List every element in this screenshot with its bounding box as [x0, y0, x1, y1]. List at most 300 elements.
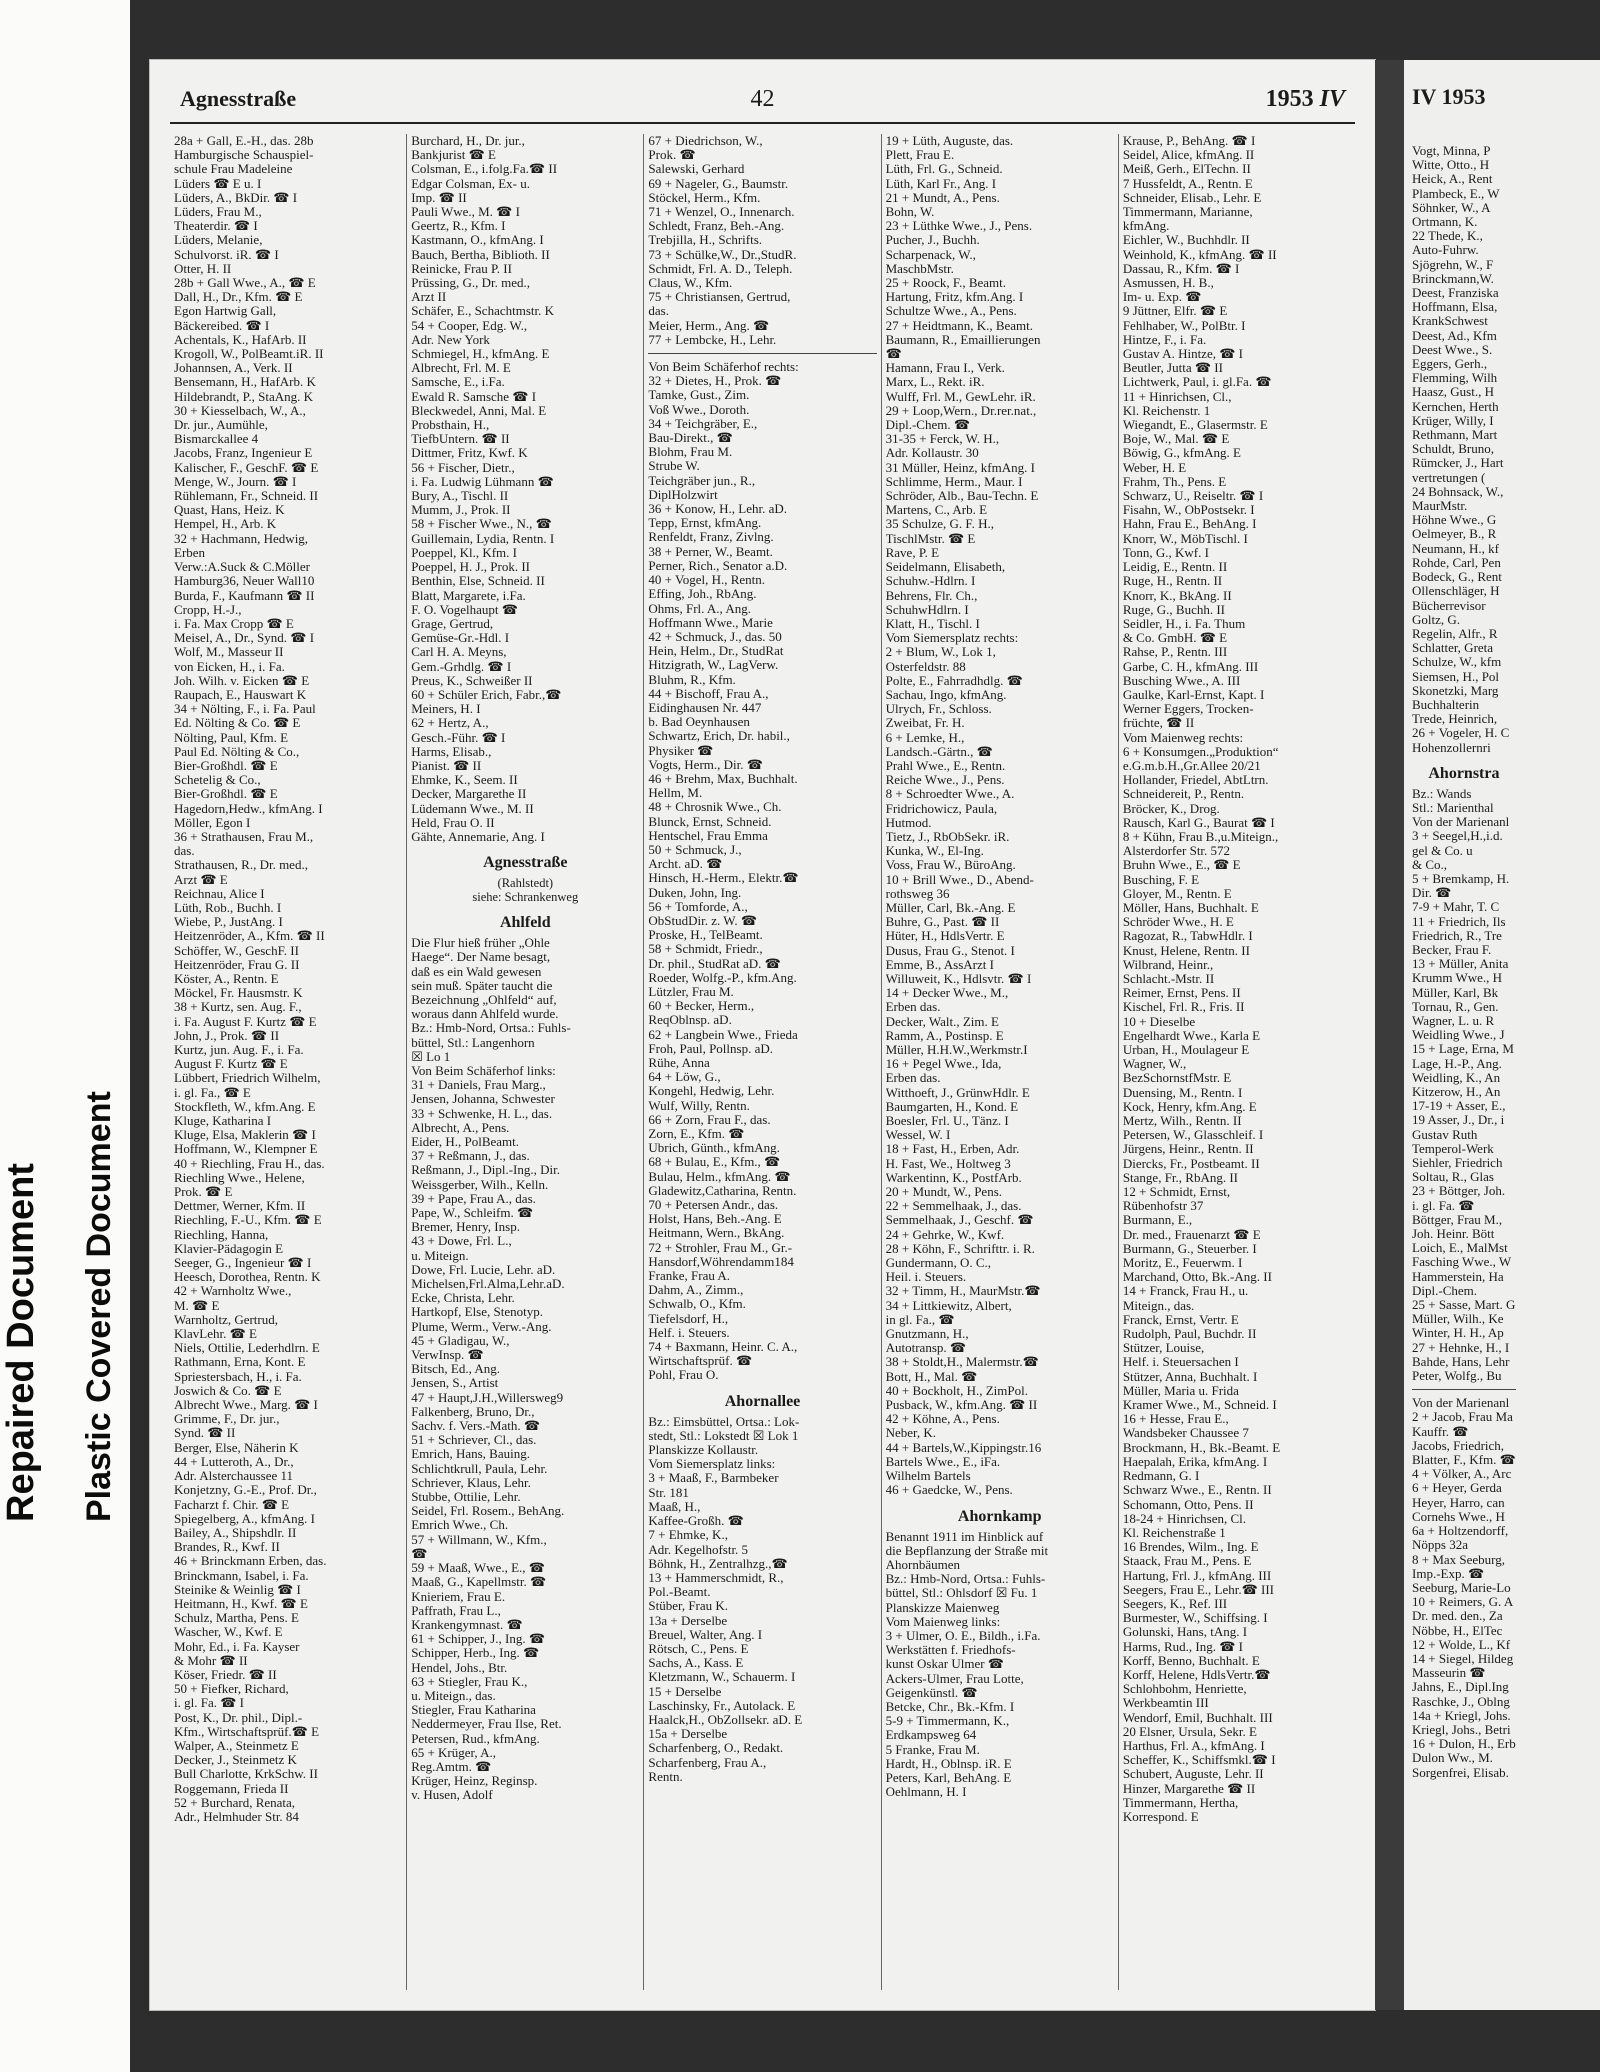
directory-entry: 75 + Christiansen, Gertrud,: [648, 290, 791, 305]
directory-entry: Brinckmann, Isabel, i. Fa.: [174, 1568, 309, 1583]
directory-entry: Baumann, R., Emaillierungen: [885, 332, 1041, 347]
directory-entry: Schlimme, Herm., Maur. I: [885, 474, 1023, 489]
directory-entry: Flemming, Wilh: [1412, 371, 1498, 386]
directory-entry: Bohn, W.: [885, 205, 935, 220]
directory-entry: 4 + Völker, A., Arc: [1412, 1467, 1512, 1482]
directory-entry: 42 + Warnholtz Wwe.,: [174, 1284, 292, 1299]
directory-entry: 11 + Friedrich, Ils: [1412, 914, 1506, 929]
directory-entry: Timmermann, Marianne,: [1122, 205, 1253, 220]
directory-entry: Lützler, Frau M.: [648, 984, 734, 999]
directory-entry: Moritz, E., Feuerwm. I: [1122, 1256, 1243, 1271]
directory-entry: Heitmann, H., Kwf. ☎ E: [174, 1596, 308, 1611]
directory-entry: Beutler, Jutta ☎ II: [1122, 361, 1223, 376]
directory-entry: u. Miteign., das.: [411, 1688, 496, 1703]
directory-entry: Kunka, W., El-Ing.: [885, 844, 984, 859]
directory-entry: Duken, John, Ing.: [648, 885, 742, 900]
repaired-document-label: Repaired Document: [0, 1163, 42, 1522]
directory-entry: 65 + Krüger, A.,: [411, 1745, 497, 1760]
street-heading: Ahornstra: [1428, 764, 1500, 782]
directory-entry: Jensen, Johanna, Schwester: [411, 1092, 555, 1107]
directory-entry: TischlMstr. ☎ E: [885, 531, 976, 546]
directory-entry: Kurtz, jun. Aug. F., i. Fa.: [174, 1043, 304, 1057]
directory-entry: Michelsen,Frl.Alma,Lehr.aD.: [411, 1277, 565, 1292]
directory-entry: Archt. aD. ☎: [648, 857, 723, 872]
directory-entry: das.: [174, 844, 195, 859]
directory-entry: 50 + Schmuck, J.,: [648, 842, 742, 857]
directory-entry: Planskizze Kollaustr.: [648, 1443, 759, 1458]
directory-entry: Kernchen, Herth: [1412, 399, 1499, 414]
directory-entry: 16 + Dulon, H., Erb: [1412, 1737, 1516, 1752]
directory-entry: Tornau, R., Gen.: [1412, 999, 1499, 1014]
directory-entry: Hellm, M.: [648, 786, 703, 801]
directory-entry: Kl. Reichenstraße 1: [1122, 1525, 1226, 1540]
directory-entry: Hein, Helm., Dr., StudRat: [648, 644, 784, 659]
directory-entry: Ohms, Frl. A., Ang.: [648, 601, 751, 616]
directory-entry: Harthus, Frl. A., kfmAng. I: [1122, 1738, 1265, 1753]
directory-entry: Heitmann, Wern., BkAng.: [648, 1226, 785, 1241]
directory-entry: Die Flur hieß früher „Ohle: [411, 936, 550, 951]
directory-entry: Kitzerow, H., An: [1412, 1085, 1501, 1099]
directory-entry: Witthoeft, J., GrünwHdlr. E: [885, 1085, 1030, 1100]
directory-entry: Rahse, P., Rentn. III: [1122, 645, 1228, 660]
directory-entry: Busching Wwe., A. III: [1122, 673, 1241, 688]
column-3: [644, 134, 881, 1990]
directory-entry: Erben: [174, 545, 206, 560]
directory-entry: 34 + Nölting, F., i. Fa. Paul: [174, 702, 316, 717]
directory-entry: Dulon Ww., M.: [1412, 1751, 1493, 1766]
directory-entry: Reimer, Ernst, Pens. II: [1122, 986, 1241, 1001]
directory-entry: 16 + Pegel Wwe., Ida,: [885, 1057, 1002, 1072]
directory-entry: Ed. Nölting & Co. ☎ E: [174, 716, 301, 731]
directory-entry: Bensemann, H., HafArb. K: [174, 375, 316, 390]
directory-entry: e.G.m.b.H.,Gr.Allee 20/21: [1122, 758, 1261, 773]
directory-entry: Benthin, Else, Schneid. II: [411, 574, 545, 589]
directory-entry: Bismarckallee 4: [174, 432, 259, 447]
directory-entry: Engelhardt Wwe., Karla E: [1122, 1028, 1261, 1043]
directory-entry: Lüth, Karl Fr., Ang. I: [885, 176, 997, 191]
directory-entry: Mertz, Wilh., Rentn. II: [1122, 1114, 1242, 1129]
directory-entry: 15 + Derselbe: [648, 1684, 722, 1699]
directory-entry: 12 + Wolde, L., Kf: [1412, 1637, 1511, 1652]
directory-entry: Böwig, G., kfmAng. E: [1122, 446, 1241, 461]
directory-entry: Schuhw.-Hdlrn. I: [885, 574, 976, 589]
directory-entry: Gustav A. Hintze, ☎ I: [1122, 347, 1243, 362]
directory-entry: Eidinghausen Nr. 447: [648, 700, 762, 715]
directory-entry: Arzt ☎ E: [174, 872, 228, 887]
directory-entry: 8 + Schroedter Wwe., A.: [885, 787, 1015, 802]
directory-entry: 11 + Hinrichsen, Cl.,: [1122, 389, 1232, 404]
book-gutter: [1375, 60, 1404, 2010]
directory-entry: 70 + Petersen Andr., das.: [648, 1198, 779, 1213]
street-heading: Ahornkamp: [957, 1507, 1042, 1525]
directory-entry: ReqOblnsp. aD.: [648, 1013, 732, 1028]
directory-entry: SchuhwHdlrn. I: [885, 602, 969, 617]
directory-entry: Emme, B., AssArzt I: [885, 957, 994, 972]
directory-entry: Maaß, H.,: [648, 1499, 701, 1514]
directory-entry: Synd. ☎ II: [174, 1426, 236, 1441]
directory-entry: Seeger, G., Ingenieur ☎ I: [174, 1256, 312, 1271]
directory-entry: Wiebe, P., JustAng. I: [174, 915, 283, 930]
directory-entry: Warnholtz, Gertrud,: [174, 1312, 278, 1327]
directory-entry: Scharfenberg, Frau A.,: [648, 1755, 767, 1770]
directory-entry: 19 Asser, J., Dr., i: [1412, 1113, 1505, 1128]
directory-entry: Schubert, Auguste, Lehr. II: [1122, 1767, 1264, 1782]
directory-entry: 5 Franke, Frau M.: [885, 1742, 980, 1757]
directory-entry: Colsman, E., i.folg.Fa.☎ II: [411, 162, 558, 177]
directory-entry: Scharfenberg, O., Redakt.: [648, 1741, 784, 1756]
directory-entry: Otter, H. II: [174, 261, 232, 276]
directory-entry: Rübenhofstr 37: [1122, 1199, 1204, 1214]
directory-entry: Bulau, Helm., kfmAng. ☎: [648, 1169, 791, 1184]
column-4: [882, 134, 1119, 1990]
directory-entry: Möller, Hans, Buchhalt. E: [1122, 900, 1259, 915]
directory-entry: Stubbe, Ottilie, Lehr.: [411, 1490, 521, 1505]
directory-entry: Vogts, Herm., Dir. ☎: [648, 757, 763, 772]
directory-entry: Petersen, Rud., kfmAng.: [411, 1731, 540, 1746]
directory-entry: Lage, H.-P., Ang.: [1412, 1056, 1502, 1071]
directory-entry: Bluhm, R., Kfm.: [648, 672, 736, 687]
directory-entry: Decker, Walt., Zim. E: [885, 1014, 999, 1029]
directory-entry: 22 Thede, K.,: [1412, 229, 1483, 244]
directory-entry: Perner, Rich., Senator a.D.: [648, 558, 788, 573]
directory-entry: 23 + Böttger, Joh.: [1412, 1184, 1506, 1199]
directory-entry: 24 + Gehrke, W., Kwf.: [885, 1227, 1005, 1242]
directory-entry: Schledt, Franz, Beh.-Ang.: [648, 219, 785, 234]
directory-entry: Bz.: Hmb-Nord, Ortsa.: Fuhls-: [885, 1572, 1046, 1587]
facing-page-header: IV 1953: [1412, 84, 1486, 109]
directory-entry: Schöffer, W., GeschF. II: [174, 943, 299, 958]
directory-entry: Boesler, Frl. U., Tänz. I: [885, 1114, 1009, 1129]
directory-entry: Dr. med., Frauenarzt ☎ E: [1122, 1227, 1261, 1242]
directory-entry: Maaß, G., Kapellmstr. ☎: [411, 1575, 547, 1590]
directory-entry: Werkstätten f. Friedhofs-: [885, 1643, 1016, 1658]
directory-entry: 20 + Mundt, W., Pens.: [885, 1185, 1003, 1200]
directory-entry: Spriestersbach, H., i. Fa.: [174, 1369, 302, 1384]
directory-entry: Erdkampsweg 64: [885, 1728, 977, 1743]
directory-entry: Lüth, Rob., Buchh. I: [174, 900, 282, 915]
directory-entry: 27 + Heidtmann, K., Beamt.: [885, 318, 1034, 333]
directory-entry: Krogoll, W., PolBeamt.iR. II: [174, 347, 324, 362]
directory-entry: Von der Marienanl: [1412, 815, 1510, 830]
directory-entry: Schipper, Herb., Ing. ☎: [411, 1646, 540, 1661]
directory-entry: Krüger, Willy, I: [1412, 413, 1494, 428]
directory-entry: & Co. GmbH. ☎ E: [1122, 631, 1228, 646]
directory-entry: 16 Brendes, Wilm., Ing. E: [1122, 1540, 1259, 1555]
directory-entry: Emrich, Hans, Bauing.: [411, 1447, 530, 1462]
directory-entry: 18-24 + Hinrichsen, Cl.: [1122, 1511, 1247, 1526]
directory-entry: Trede, Heinrich,: [1412, 712, 1498, 727]
directory-entry: 37 + Reßmann, J., das.: [411, 1149, 530, 1164]
directory-entry: Plume, Werm., Verw.-Ang.: [411, 1319, 552, 1334]
directory-entry: Planskizze Maienweg: [885, 1600, 1000, 1615]
directory-entry: stedt, Stl.: Lokstedt ☒ Lok 1: [648, 1428, 799, 1443]
directory-entry: Müller, H.H.W.,Werkmstr.I: [885, 1043, 1028, 1057]
directory-entry: Ewald R. Samsche ☎ I: [411, 389, 537, 404]
directory-entry: Schulz, Martha, Pens. E: [174, 1611, 299, 1626]
directory-entry: Ortmann, K.: [1412, 215, 1478, 230]
directory-entry: 13a + Derselbe: [648, 1613, 728, 1628]
directory-entry: Bäckereibed. ☎ I: [174, 318, 270, 333]
directory-entry: 74 + Baxmann, Heinr. C. A.,: [648, 1340, 798, 1355]
directory-entry: Böttger, Frau M.,: [1412, 1212, 1503, 1227]
directory-entry: Fasching Wwe., W: [1412, 1255, 1512, 1270]
directory-entry: Prok. ☎ E: [174, 1185, 233, 1200]
directory-entry: 38 + Perner, W., Beamt.: [648, 544, 773, 559]
directory-entry: Kfm., Wirtschaftsprüf.☎ E: [174, 1724, 320, 1739]
directory-entry: Kramer Wwe., M., Schneid. I: [1122, 1398, 1277, 1413]
directory-entry: 46 + Brinckmann Erben, das.: [174, 1554, 327, 1569]
directory-entry: Schröder, Alb., Bau-Techn. E: [885, 489, 1039, 504]
directory-entry: 59 + Maaß, Wwe., E., ☎: [411, 1561, 545, 1576]
directory-entry: 50 + Fiefker, Richard,: [174, 1682, 289, 1697]
directory-entry: Harms, Rud., Ing. ☎ I: [1122, 1639, 1243, 1654]
directory-entry: Joh. Wilh. v. Eicken ☎ E: [174, 673, 310, 688]
directory-entry: Siehler, Friedrich: [1412, 1156, 1503, 1171]
directory-entry: Walper, A., Steinmetz E: [174, 1738, 299, 1753]
directory-entry: 63 + Stiegler, Frau K.,: [411, 1674, 528, 1689]
directory-entry: Im- u. Exp. ☎: [1122, 290, 1202, 305]
directory-entry: Bleckwedel, Anni, Mal. E: [411, 403, 547, 418]
directory-entry: Wandsbeker Chaussee 7: [1122, 1426, 1249, 1441]
directory-entry: Pol.-Beamt.: [648, 1585, 711, 1600]
directory-entry: M. ☎ E: [174, 1298, 220, 1313]
directory-entry: 73 + Schülke,W., Dr.,StudR.: [648, 247, 797, 262]
directory-entry: Tepp, Ernst, kfmAng.: [648, 516, 762, 531]
directory-entry: Paul Ed. Nölting & Co.,: [174, 744, 300, 759]
directory-entry: Eichler, W., Buchhdlr. II: [1122, 233, 1250, 248]
directory-entry: Korrespond. E: [1122, 1809, 1199, 1824]
directory-entry: Wascher, W., Kwf. E: [174, 1625, 283, 1640]
directory-entry: Paffrath, Frau L.,: [411, 1603, 501, 1618]
directory-entry: Seeburg, Marie-Lo: [1412, 1580, 1511, 1595]
directory-entry: Wiegandt, E., Glasermstr. E: [1122, 418, 1268, 433]
directory-entry: Ackers-Ulmer, Frau Lotte,: [885, 1671, 1024, 1686]
directory-entry: 21 + Mundt, A., Pens.: [885, 190, 1000, 205]
directory-entry: 28 + Köhn, F., Schrifttr. i. R.: [885, 1241, 1035, 1256]
directory-entry: Schmidt, Frl. A. D., Teleph.: [648, 261, 793, 276]
directory-entry: Reiche Wwe., J., Pens.: [885, 773, 1005, 788]
directory-entry: 6a + Holtzendorff,: [1412, 1524, 1509, 1539]
directory-entry: Müller, Maria u. Frida: [1122, 1383, 1239, 1398]
directory-entry: Heitzenröder, Frau G. II: [174, 957, 300, 972]
directory-entry: vertretungen (: [1412, 470, 1486, 485]
directory-entry: Hartung, Frl. J., kfmAng. III: [1122, 1568, 1272, 1583]
directory-entry: Adr. Alsterchaussee 11: [174, 1469, 294, 1484]
directory-entry: Poeppel, H. J., Prok. II: [411, 560, 530, 575]
directory-entry: Boje, W., Mal. ☎ E: [1122, 432, 1230, 447]
directory-entry: Holst, Hans, Beh.-Ang. E: [648, 1212, 782, 1227]
directory-entry: 10 + Dieselbe: [1122, 1014, 1196, 1029]
directory-entry: Haepalah, Erika, kfmAng. I: [1122, 1454, 1268, 1469]
directory-entry: 51 + Schriever, Cl., das.: [411, 1433, 537, 1448]
directory-entry: Golunski, Hans, tAng. I: [1122, 1625, 1248, 1640]
directory-entry: Bauch, Bertha, Biblioth. II: [411, 247, 550, 262]
directory-entry: Niels, Ottilie, Lederhdlrn. E: [174, 1341, 320, 1356]
directory-entry: Grimme, F., Dr. jur.,: [174, 1412, 280, 1427]
directory-entry: 71 + Wenzel, O., Innenarch.: [648, 205, 795, 220]
directory-entry: Schriever, Klaus, Lehr.: [411, 1475, 531, 1490]
directory-entry: Voss, Frau W., BüroAng.: [885, 858, 1016, 873]
directory-entry: Vom Siemersplatz rechts:: [885, 631, 1019, 646]
directory-entry: Vom Siemersplatz links:: [648, 1457, 776, 1472]
directory-entry: Ruge, G., Buchh. II: [1122, 602, 1225, 617]
directory-entry: Berger, Else, Näherin K: [174, 1440, 299, 1455]
directory-entry: Hahn, Frau E., BehAng. I: [1122, 517, 1257, 532]
directory-entry: Theaterdir. ☎ I: [174, 219, 258, 234]
directory-entry: Knorr, K., BkAng. II: [1122, 588, 1232, 603]
directory-entry: die Bepflanzung der Straße mit: [885, 1543, 1049, 1558]
directory-entry: 24 Bohnsack, W.,: [1412, 484, 1504, 499]
directory-entry: 14 + Decker Wwe., M.,: [885, 986, 1009, 1001]
directory-entry: Bitsch, Ed., Ang.: [411, 1362, 501, 1377]
directory-entry: Brandes, R., Kwf. II: [174, 1540, 280, 1555]
directory-entry: 17-19 + Asser, E.,: [1412, 1099, 1506, 1114]
directory-entry: Stiegler, Frau Katharina: [411, 1703, 536, 1718]
directory-entry: Helf. i. Steuersachen I: [1122, 1355, 1239, 1370]
directory-entry: Dipl.-Chem.: [1412, 1283, 1477, 1298]
directory-entry: 46 + Gaedcke, W., Pens.: [885, 1483, 1013, 1498]
directory-entry: Kaffee-Großh. ☎: [648, 1514, 744, 1529]
directory-entry: Deest, Ad., Kfm: [1412, 328, 1497, 343]
directory-entry: Schomann, Otto, Pens. II: [1122, 1497, 1254, 1512]
directory-entry: Masseurin ☎: [1412, 1666, 1486, 1681]
directory-entry: Rohde, Carl, Pen: [1412, 555, 1501, 570]
directory-entry: Blatter, F., Kfm. ☎: [1412, 1453, 1516, 1468]
directory-entry: Köser, Friedr. ☎ II: [174, 1667, 277, 1682]
directory-entry: Seegers, Frau E., Lehr.☎ III: [1122, 1582, 1275, 1597]
directory-entry: ☒ Lo 1: [411, 1049, 451, 1064]
directory-entry: Regelin, Alfr., R: [1412, 626, 1498, 641]
directory-entry: Bahde, Hans, Lehr: [1412, 1354, 1510, 1369]
directory-entry: Kalischer, F., GeschF. ☎ E: [174, 460, 319, 475]
directory-entry: Bier-Großhdl. ☎ E: [174, 758, 278, 773]
directory-entry: 36 + Strathausen, Frau M.,: [174, 829, 314, 844]
directory-entry: Von der Marienanl: [1412, 1396, 1510, 1411]
facing-page: [1404, 60, 1600, 2010]
directory-entry: 18 + Fast, H., Erben, Adr.: [885, 1142, 1020, 1157]
directory-entry: 34 + Teichgräber, E.,: [648, 416, 758, 431]
directory-entry: Jahns, E., Dipl.Ing: [1412, 1680, 1509, 1695]
directory-entry: 57 + Willmann, W., Kfm.,: [411, 1532, 547, 1547]
directory-entry: 56 + Fischer, Dietr.,: [411, 460, 515, 475]
directory-entry: 42 + Schmuck, J., das. 50: [648, 629, 782, 644]
directory-entry: John, J., Prok. ☎ II: [174, 1028, 280, 1043]
directory-entry: Emrich Wwe., Ch.: [411, 1518, 509, 1533]
directory-entry: Albrecht, A., Pens.: [411, 1120, 510, 1135]
directory-entry: Burda, F., Kaufmann ☎ II: [174, 588, 315, 603]
directory-entry: Dettmer, Werner, Kfm. II: [174, 1199, 306, 1214]
section-rule: [1412, 1389, 1516, 1390]
directory-entry: 16 + Hesse, Frau E.,: [1122, 1412, 1229, 1427]
directory-entry: Scheffer, K., Schiffsmkl.☎ I: [1122, 1753, 1276, 1768]
header-year-value: 1953: [1265, 86, 1314, 112]
directory-entry: Reichnau, Alice I: [174, 886, 265, 901]
directory-entry: Krankengymnast. ☎: [411, 1617, 523, 1632]
directory-entry: Diercks, Fr., Postbeamt. II: [1122, 1156, 1260, 1171]
directory-entry: Deest Wwe., S.: [1412, 342, 1493, 357]
directory-entry: Wolf, M., Masseur II: [174, 645, 284, 660]
directory-entry: Claus, W., Kfm.: [648, 276, 733, 291]
directory-entry: Staack, Frau M., Pens. E: [1122, 1554, 1252, 1569]
directory-entry: 38 + Stoldt,H., Malermstr.☎: [885, 1355, 1039, 1370]
directory-entry: Hitzigrath, W., LagVerw.: [648, 658, 779, 673]
directory-entry: Seidelmann, Elisabeth,: [885, 560, 1006, 575]
directory-entry: Alsterdorfer Str. 572: [1122, 844, 1231, 859]
directory-entry: Gem.-Grhdlg. ☎ I: [411, 659, 512, 674]
directory-entry: Willuweit, K., Hdlsvtr. ☎ I: [885, 971, 1032, 986]
directory-entry: Mohr, Ed., i. Fa. Kayser: [174, 1639, 300, 1654]
directory-entry: Duensing, M., Rentn. I: [1122, 1085, 1243, 1100]
directory-entry: 5 + Bremkamp, H.: [1412, 871, 1510, 886]
directory-entry: Hamburg36, Neuer Wall10: [174, 574, 315, 589]
directory-entry: Pauli Wwe., M. ☎ I: [411, 205, 520, 220]
directory-entry: Schwarz, U., Reiseltr. ☎ I: [1122, 489, 1264, 504]
directory-entry: Ollenschläger, H: [1412, 584, 1500, 599]
directory-entry: 54 + Cooper, Edg. W.,: [411, 318, 528, 333]
directory-entry: Joswich & Co. ☎ E: [174, 1383, 282, 1398]
directory-entry: 66 + Zorn, Frau F., das.: [648, 1112, 771, 1127]
directory-entry: Lübbert, Friedrich Wilhelm,: [174, 1071, 321, 1086]
directory-entry: Müller, Wilh., Ke: [1412, 1312, 1504, 1327]
directory-entry: 7-9 + Mahr, T. C: [1412, 900, 1500, 915]
directory-entry: VerwInsp. ☎: [411, 1348, 484, 1363]
directory-entry: Winter, H. H., Ap: [1412, 1326, 1504, 1341]
directory-entry: TiefbUntern. ☎ II: [411, 432, 510, 447]
directory-entry: Nöpps 32a: [1412, 1538, 1468, 1553]
directory-entry: Hüter, H., HdlsVertr. E: [885, 929, 1005, 944]
directory-entry: Benannt 1911 im Hinblick auf: [885, 1529, 1044, 1544]
directory-entry: Joh. Heinr. Bött: [1412, 1227, 1495, 1242]
directory-entry: Schlichtkrull, Paula, Lehr.: [411, 1461, 548, 1476]
directory-entry: 2 + Blum, W., Lok 1,: [885, 645, 996, 660]
directory-entry: rothsweg 36: [885, 886, 950, 901]
directory-entry: 13 + Hammerschmidt, R.,: [648, 1570, 784, 1585]
directory-entry: 39 + Pape, Frau A., das.: [411, 1191, 536, 1206]
directory-entry: 20 Elsner, Ursula, Sekr. E: [1122, 1724, 1257, 1739]
directory-entry: 6 + Konsumgen.„Produktion“: [1122, 744, 1279, 759]
directory-entry: Weidling Wwe., J: [1412, 1028, 1505, 1043]
directory-entry: Stützer, Louise,: [1122, 1341, 1205, 1356]
directory-entry: Held, Frau O. II: [411, 815, 495, 830]
directory-entry: Schuldt, Bruno,: [1412, 442, 1494, 457]
directory-entry: H. Fast, We., Holtweg 3: [885, 1156, 1011, 1171]
directory-entry: 31 + Daniels, Frau Marg.,: [411, 1078, 546, 1093]
directory-entry: Autotransp. ☎: [885, 1341, 967, 1356]
directory-entry: Behrens, Flr. Ch.,: [885, 588, 978, 603]
directory-entry: Meiners, H. I: [411, 702, 481, 717]
directory-entry: Temperol-Werk: [1412, 1141, 1494, 1156]
directory-entry: Erben das.: [885, 1071, 941, 1086]
directory-entry: Weinhold, K., kfmAng. ☎ II: [1122, 247, 1277, 262]
directory-entry: Bruhn Wwe., E., ☎ E: [1122, 858, 1241, 873]
directory-entry: Mumm, J., Prok. II: [411, 503, 511, 518]
street-note: siehe: Schrankenweg: [472, 890, 579, 905]
street-heading: Ahornallee: [724, 1392, 801, 1410]
directory-entry: KrankSchwest: [1412, 314, 1488, 329]
directory-entry: Deest, Franziska: [1412, 286, 1499, 301]
directory-entry: Eider, H., PolBeamt.: [411, 1135, 519, 1149]
directory-entry: Möller, Egon I: [174, 815, 251, 830]
directory-entry: BezSchornstfMstr. E: [1122, 1071, 1232, 1086]
directory-entry: Prüssing, G., Dr. med.,: [411, 276, 531, 291]
directory-entry: MaurMstr.: [1412, 499, 1468, 514]
directory-entry: Geigenkünstl. ☎: [885, 1685, 978, 1700]
directory-entry: Meier, Herm., Ang. ☎: [648, 318, 770, 333]
street-note: (Rahlstedt): [497, 876, 554, 891]
directory-entry: Gähte, Annemarie, Ang. I: [411, 829, 545, 844]
directory-entry: Stl.: Marienthal: [1412, 800, 1494, 815]
directory-entry: Jürgens, Heinr., Rentn. II: [1122, 1142, 1254, 1157]
